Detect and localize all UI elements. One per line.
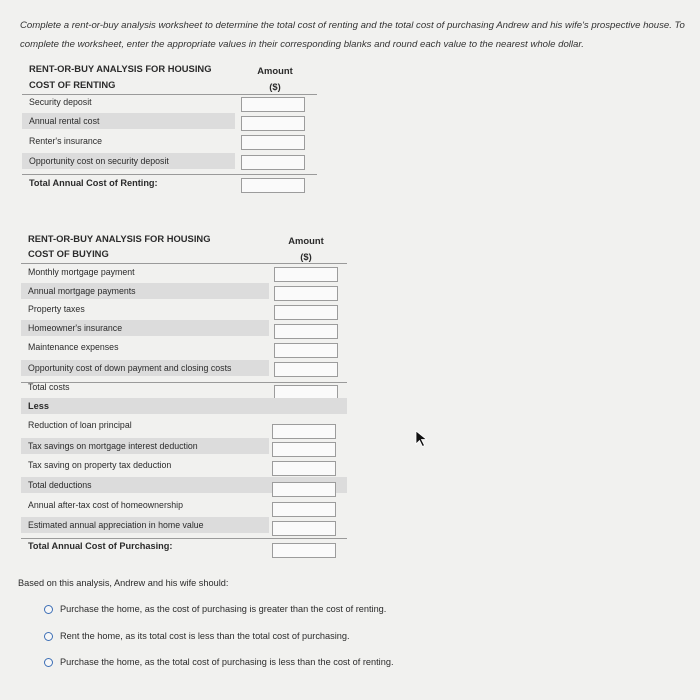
annual-mortgage-payments-input[interactable] — [274, 286, 338, 301]
property-taxes-input[interactable] — [274, 305, 338, 320]
buying-row-property-tax-deduction — [21, 457, 269, 473]
row-label: Total Annual Cost of Renting: — [29, 178, 158, 188]
row-label: Tax savings on mortgage interest deduction — [28, 441, 198, 451]
option-label: Rent the home, as its total cost is less than the total cost of purchasing. — [60, 631, 350, 641]
row-label: Opportunity cost of down payment and closing costs — [28, 363, 232, 373]
buying-subtitle: COST OF BUYING — [28, 248, 109, 259]
total-annual-cost-renting-input[interactable] — [241, 178, 305, 193]
buying-row-annual-mortgage — [21, 283, 269, 299]
maintenance-expenses-input[interactable] — [274, 343, 338, 358]
renting-unit-header: ($) — [269, 81, 281, 92]
buying-row-monthly-mortgage — [21, 264, 269, 280]
annual-after-tax-cost-input[interactable] — [272, 502, 336, 517]
mouse-pointer-icon — [415, 430, 429, 453]
row-label: Homeowner's insurance — [28, 323, 123, 333]
buying-row-total-purchasing — [21, 538, 269, 554]
option-rent-less[interactable] — [44, 631, 350, 641]
total-deductions-input[interactable] — [272, 482, 336, 497]
renting-title: RENT-OR-BUY ANALYSIS FOR HOUSING — [29, 63, 212, 74]
buying-row-opportunity-cost — [21, 360, 269, 376]
radio-button[interactable] — [44, 632, 53, 641]
radio-button[interactable] — [44, 605, 53, 614]
renting-row-opportunity-cost — [22, 153, 235, 169]
radio-button[interactable] — [44, 658, 53, 667]
buying-worksheet — [21, 231, 347, 561]
buying-row-property-taxes — [21, 301, 269, 317]
renting-worksheet — [22, 61, 317, 201]
row-label: Tax saving on property tax deduction — [28, 460, 172, 470]
row-label: Renter's insurance — [29, 136, 103, 146]
row-label: Monthly mortgage payment — [28, 267, 135, 277]
renting-row-renters-insurance — [22, 133, 235, 149]
renting-row-security-deposit — [22, 94, 235, 110]
buying-title: RENT-OR-BUY ANALYSIS FOR HOUSING — [28, 233, 211, 244]
tax-savings-mortgage-interest-input[interactable] — [272, 442, 336, 457]
renting-subtitle: COST OF RENTING — [29, 79, 116, 90]
instructions: Complete a rent-or-buy analysis worksheet to determine the total cost of renting and the total cost of purchasing Andrew and his wife's prospective house. To complete the worksheet, enter the appropriate values in their corresponding blanks and round each value to the nearest whole dollar. — [20, 20, 685, 50]
option-label: Purchase the home, as the total cost of purchasing is less than the cost of renting. — [60, 657, 394, 667]
buying-row-appreciation — [21, 517, 269, 533]
total-annual-cost-purchasing-input[interactable] — [272, 543, 336, 558]
row-label: Opportunity cost on security deposit — [29, 156, 169, 166]
row-label: Maintenance expenses — [28, 342, 119, 352]
row-label: Property taxes — [28, 304, 85, 314]
opportunity-cost-security-deposit-input[interactable] — [241, 155, 305, 170]
row-label: Total deductions — [28, 480, 92, 490]
renting-row-total — [22, 175, 235, 191]
homeowners-insurance-input[interactable] — [274, 324, 338, 339]
row-label: Annual rental cost — [29, 116, 100, 126]
row-label: Reduction of loan principal — [28, 420, 132, 430]
security-deposit-input[interactable] — [241, 97, 305, 112]
buying-row-less — [21, 398, 347, 414]
renting-row-annual-rental-cost — [22, 113, 235, 129]
monthly-mortgage-payment-input[interactable] — [274, 267, 338, 282]
renting-amount-header: Amount — [257, 65, 293, 76]
buying-row-maintenance — [21, 339, 269, 355]
row-label: Estimated annual appreciation in home value — [28, 520, 204, 530]
row-label: Total costs — [28, 382, 70, 392]
option-purchase-less[interactable] — [44, 657, 394, 667]
buying-row-total-costs — [21, 379, 269, 395]
reduction-loan-principal-input[interactable] — [272, 424, 336, 439]
buying-row-homeowners-insurance — [21, 320, 269, 336]
row-label: Annual mortgage payments — [28, 286, 136, 296]
buying-row-mortgage-interest-deduction — [21, 438, 269, 454]
row-label: Total Annual Cost of Purchasing: — [28, 541, 173, 551]
renters-insurance-input[interactable] — [241, 135, 305, 150]
row-label: Less — [28, 401, 49, 411]
question-prompt: Based on this analysis, Andrew and his wife should: — [18, 578, 229, 588]
buying-unit-header: ($) — [300, 251, 312, 262]
opportunity-cost-down-payment-input[interactable] — [274, 362, 338, 377]
tax-saving-property-tax-input[interactable] — [272, 461, 336, 476]
estimated-appreciation-input[interactable] — [272, 521, 336, 536]
buying-amount-header: Amount — [288, 235, 324, 246]
option-label: Purchase the home, as the cost of purchasing is greater than the cost of renting. — [60, 604, 387, 614]
buying-row-loan-principal — [21, 417, 269, 433]
buying-row-after-tax-cost — [21, 497, 269, 513]
row-label: Security deposit — [29, 97, 92, 107]
option-purchase-greater[interactable] — [44, 604, 386, 614]
row-label: Annual after-tax cost of homeownership — [28, 500, 184, 510]
annual-rental-cost-input[interactable] — [241, 116, 305, 131]
